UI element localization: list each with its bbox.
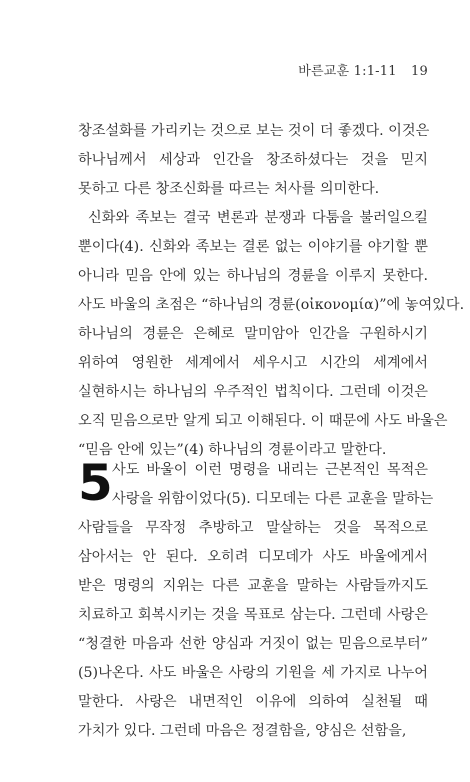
page-number: 19 [411, 64, 428, 79]
text-line: “청결한 마음과 선한 양심과 거짓이 없는 믿음으로부터” [78, 636, 428, 652]
paragraph-creation-myth [78, 117, 428, 204]
text-line: 위하여 영원한 세계에서 세우시고 시간의 세계에서 [78, 355, 428, 371]
text-line: 가치가 있다. 그런데 마음은 정결함을, 양심은 선함을, [78, 723, 407, 739]
text-line: 사랑을 위함이었다(5). 디모데는 다른 교훈을 말하는 [112, 491, 434, 507]
text-line: 신화와 족보는 결국 변론과 분쟁과 다툼을 불러일으킬 [88, 210, 428, 226]
running-title: 바른교훈 1:1-11 [298, 64, 397, 79]
text-line: 받은 명령의 지위는 다른 교훈을 말하는 사람들까지도 [78, 578, 428, 594]
paragraph-section-5 [78, 454, 434, 746]
text-line: 사도 바울이 이런 명령을 내리는 근본적인 목적은 [112, 462, 428, 478]
running-header [298, 60, 428, 79]
text-line: 하나님의 경륜은 은혜로 말미암아 인간을 구원하시기 [78, 326, 428, 342]
text-line: 오직 믿음으로만 알게 되고 이해된다. 이 때문에 사도 바울은 [78, 413, 448, 429]
text-line: 창조설화를 가리키는 것으로 보는 것이 더 좋겠다. 이것은 [78, 123, 430, 139]
text-line: 못하고 다른 창조신화를 따르는 처사를 의미한다. [78, 181, 380, 197]
paragraph-myths-genealogies [78, 204, 465, 465]
text-line: 말한다. 사랑은 내면적인 이유에 의하여 실천될 때 [78, 694, 428, 710]
text-line: 아니라 믿음 안에 있는 하나님의 경륜을 이루지 못한다. [78, 268, 428, 284]
text-line: 삼아서는 안 된다. 오히려 디모데가 사도 바울에게서 [78, 549, 428, 565]
text-line: 실현하시는 하나님의 우주적인 법칙이다. 그런데 이것은 [78, 384, 428, 400]
text-line: “믿음 안에 있는”(4) 하나님의 경륜이라고 말한다. [78, 442, 387, 458]
section-number-dropcap: 5 [78, 454, 113, 512]
text-line: 사람들을 무작정 추방하고 말살하는 것을 목적으로 [78, 520, 428, 536]
text-line: 뿐이다(4). 신화와 족보는 결론 없는 이야기를 야기할 뿐 [78, 239, 428, 255]
text-line: (5)나온다. 사도 바울은 사랑의 기원을 세 가지로 나누어 [78, 665, 428, 681]
text-line: 하나님께서 세상과 인간을 창조하셨다는 것을 믿지 [78, 152, 428, 168]
text-line: 치료하고 회복시키는 것을 목표로 삼는다. 그런데 사랑은 [78, 607, 428, 623]
text-line: 사도 바울의 초점은 “하나님의 경륜(οἰκονομία)”에 놓여있다. [78, 297, 465, 313]
